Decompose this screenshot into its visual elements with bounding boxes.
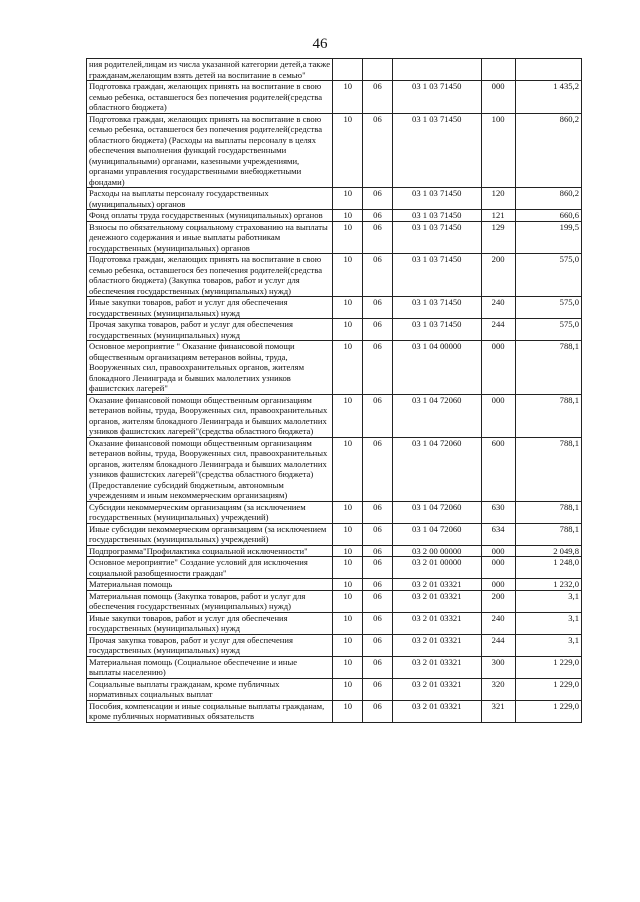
amount-cell [515,59,582,81]
target-article-cell: 03 1 03 71450 [392,113,481,188]
target-article-cell: 03 2 01 03321 [392,656,481,678]
section-code-cell: 10 [333,341,363,395]
section-code-cell: 10 [333,188,363,210]
subsection-code-cell: 06 [363,700,393,722]
expense-type-cell: 000 [481,394,515,437]
table-row [87,341,582,395]
amount-cell: 860,2 [515,188,582,210]
section-code-cell: 10 [333,579,363,591]
subsection-code-cell: 06 [363,394,393,437]
row-name-cell: Основное мероприятие " Оказание финансовой помощи общественным организациям ветеранов войны, труда, Вооруженных сил, правоохранительных органов, жителям блокадного Ленинграда и бывших малолетних узников фашистских лагерей" [87,341,333,395]
row-name-cell: Материальная помощь (Закупка товаров, работ и услуг для обеспечения государственных (муниципальных) нужд) [87,590,333,612]
target-article-cell: 03 2 01 03321 [392,612,481,634]
row-name-cell: Субсидии некоммерческим организациям (за исключением государственных (муниципальных) учреждений) [87,501,333,523]
row-name-cell: Подготовка граждан, желающих принять на воспитание в свою семью ребенка, оставшегося без попечения родителей(средства областного бюджета) (Закупка товаров, работ и услуг для обеспечения государственных (муниципальных) нужд) [87,254,333,297]
row-name-cell: Материальная помощь (Социальное обеспечение и иные выплаты населению) [87,656,333,678]
amount-cell: 575,0 [515,254,582,297]
table-row [87,221,582,254]
table-row [87,254,582,297]
target-article-cell: 03 2 01 03321 [392,579,481,591]
expense-type-cell [481,59,515,81]
subsection-code-cell: 06 [363,341,393,395]
section-code-cell: 10 [333,501,363,523]
section-code-cell: 10 [333,394,363,437]
subsection-code-cell: 06 [363,501,393,523]
expense-type-cell: 321 [481,700,515,722]
row-name-cell: Подготовка граждан, желающих принять на воспитание в свою семью ребенка, оставшегося без попечения родителей(средства областного бюджета) [87,81,333,114]
table-row [87,545,582,557]
section-code-cell: 10 [333,210,363,222]
section-code-cell [333,59,363,81]
expense-type-cell: 121 [481,210,515,222]
target-article-cell: 03 1 03 71450 [392,254,481,297]
expense-type-cell: 000 [481,545,515,557]
table-row [87,634,582,656]
target-article-cell: 03 1 03 71450 [392,81,481,114]
subsection-code-cell [363,59,393,81]
target-article-cell: 03 1 04 72060 [392,437,481,501]
amount-cell: 660,6 [515,210,582,222]
subsection-code-cell: 06 [363,254,393,297]
subsection-code-cell: 06 [363,612,393,634]
expense-type-cell: 000 [481,81,515,114]
section-code-cell: 10 [333,590,363,612]
target-article-cell: 03 1 03 71450 [392,221,481,254]
expense-type-cell: 244 [481,319,515,341]
table-row [87,656,582,678]
table-row [87,501,582,523]
row-name-cell: Материальная помощь [87,579,333,591]
subsection-code-cell: 06 [363,656,393,678]
amount-cell: 199,5 [515,221,582,254]
row-name-cell: Основное мероприятие" Создание условий для исключения социальной разобщенности граждан" [87,557,333,579]
section-code-cell: 10 [333,523,363,545]
subsection-code-cell: 06 [363,545,393,557]
section-code-cell: 10 [333,113,363,188]
amount-cell: 2 049,8 [515,545,582,557]
target-article-cell: 03 2 01 03321 [392,678,481,700]
table-row [87,579,582,591]
expense-type-cell: 000 [481,579,515,591]
row-name-cell: Подпрограмма"Профилактика социальной исключенности" [87,545,333,557]
subsection-code-cell: 06 [363,188,393,210]
amount-cell: 575,0 [515,319,582,341]
section-code-cell: 10 [333,254,363,297]
section-code-cell: 10 [333,612,363,634]
target-article-cell: 03 1 04 00000 [392,341,481,395]
table-row [87,590,582,612]
amount-cell: 788,1 [515,437,582,501]
expense-type-cell: 240 [481,612,515,634]
amount-cell: 3,1 [515,634,582,656]
subsection-code-cell: 06 [363,523,393,545]
subsection-code-cell: 06 [363,590,393,612]
section-code-cell: 10 [333,81,363,114]
subsection-code-cell: 06 [363,579,393,591]
subsection-code-cell: 06 [363,634,393,656]
amount-cell: 1 248,0 [515,557,582,579]
amount-cell: 1 229,0 [515,700,582,722]
row-name-cell: Взносы по обязательному социальному страхованию на выплаты денежного содержания и иные выплаты работникам государственных (муниципальных) органов [87,221,333,254]
subsection-code-cell: 06 [363,297,393,319]
amount-cell: 788,1 [515,341,582,395]
target-article-cell: 03 1 03 71450 [392,188,481,210]
expense-type-cell: 100 [481,113,515,188]
subsection-code-cell: 06 [363,319,393,341]
row-name-cell: Иные субсидии некоммерческим организациям (за исключением государственных (муниципальных) учреждений) [87,523,333,545]
target-article-cell: 03 1 04 72060 [392,523,481,545]
budget-table [86,58,582,723]
subsection-code-cell: 06 [363,210,393,222]
table-row [87,678,582,700]
expense-type-cell: 244 [481,634,515,656]
target-article-cell: 03 1 03 71450 [392,319,481,341]
subsection-code-cell: 06 [363,437,393,501]
target-article-cell: 03 1 03 71450 [392,297,481,319]
section-code-cell: 10 [333,557,363,579]
section-code-cell: 10 [333,634,363,656]
target-article-cell: 03 1 04 72060 [392,501,481,523]
table-row [87,81,582,114]
amount-cell: 3,1 [515,612,582,634]
table-row [87,612,582,634]
amount-cell: 575,0 [515,297,582,319]
amount-cell: 788,1 [515,394,582,437]
amount-cell: 788,1 [515,501,582,523]
target-article-cell: 03 2 01 03321 [392,590,481,612]
expense-type-cell: 320 [481,678,515,700]
target-article-cell: 03 1 04 72060 [392,394,481,437]
target-article-cell: 03 2 01 00000 [392,557,481,579]
table-row [87,297,582,319]
section-code-cell: 10 [333,319,363,341]
amount-cell: 788,1 [515,523,582,545]
table-row [87,523,582,545]
expense-type-cell: 200 [481,254,515,297]
row-name-cell: Прочая закупка товаров, работ и услуг для обеспечения государственных (муниципальных) нужд [87,319,333,341]
expense-type-cell: 630 [481,501,515,523]
expense-type-cell: 300 [481,656,515,678]
subsection-code-cell: 06 [363,221,393,254]
amount-cell: 1 232,0 [515,579,582,591]
section-code-cell: 10 [333,545,363,557]
expense-type-cell: 000 [481,557,515,579]
section-code-cell: 10 [333,678,363,700]
subsection-code-cell: 06 [363,678,393,700]
section-code-cell: 10 [333,656,363,678]
section-code-cell: 10 [333,297,363,319]
table-row [87,210,582,222]
row-name-cell: Социальные выплаты гражданам, кроме публичных нормативных социальных выплат [87,678,333,700]
row-name-cell: Оказание финансовой помощи общественным организациям ветеранов войны, труда, Вооруженных сил, правоохранительных органов, жителям блокадного Ленинграда и бывших малолетних узников фашистских лагерей"(средства областного бюджета) [87,394,333,437]
expense-type-cell: 129 [481,221,515,254]
table-row [87,319,582,341]
section-code-cell: 10 [333,437,363,501]
table-row [87,394,582,437]
row-name-cell: Пособия, компенсации и иные социальные выплаты гражданам, кроме публичных нормативных обязательств [87,700,333,722]
row-name-cell: ния родителей,лицам из числа указанной категории детей,а также гражданам,желающим взять детей на воспитание в семью" [87,59,333,81]
section-code-cell: 10 [333,700,363,722]
amount-cell: 1 229,0 [515,656,582,678]
expense-type-cell: 200 [481,590,515,612]
expense-type-cell: 634 [481,523,515,545]
target-article-cell: 03 1 03 71450 [392,210,481,222]
section-code-cell: 10 [333,221,363,254]
page-number: 46 [312,36,328,52]
expense-type-cell: 240 [481,297,515,319]
table-row [87,557,582,579]
row-name-cell: Оказание финансовой помощи общественным организациям ветеранов войны, труда, Вооруженных сил, правоохранительных органов, жителям блокадного Ленинграда и бывших малолетних узников фашистских лагерей"(средства областного бюджета) (Предоставление субсидий бюджетным, автономным учреждениям и иным некоммерческим организациям) [87,437,333,501]
table-row [87,188,582,210]
row-name-cell: Иные закупки товаров, работ и услуг для обеспечения государственных (муниципальных) нужд [87,297,333,319]
amount-cell: 860,2 [515,113,582,188]
target-article-cell: 03 2 01 03321 [392,700,481,722]
target-article-cell [392,59,481,81]
amount-cell: 1 435,2 [515,81,582,114]
target-article-cell: 03 2 01 03321 [392,634,481,656]
table-row [87,59,582,81]
row-name-cell: Подготовка граждан, желающих принять на воспитание в свою семью ребенка, оставшегося без попечения родителей(средства областного бюджета) (Расходы на выплаты персоналу в целях обеспечения выполнения функций государственными (муниципальными) органами, казенными учреждениями, органами управления государственными внебюджетными фондами) [87,113,333,188]
expense-type-cell: 600 [481,437,515,501]
expense-type-cell: 120 [481,188,515,210]
table-row [87,700,582,722]
subsection-code-cell: 06 [363,557,393,579]
expense-type-cell: 000 [481,341,515,395]
row-name-cell: Прочая закупка товаров, работ и услуг для обеспечения государственных (муниципальных) нужд [87,634,333,656]
table-row [87,113,582,188]
amount-cell: 1 229,0 [515,678,582,700]
target-article-cell: 03 2 00 00000 [392,545,481,557]
row-name-cell: Фонд оплаты труда государственных (муниципальных) органов [87,210,333,222]
row-name-cell: Иные закупки товаров, работ и услуг для обеспечения государственных (муниципальных) нужд [87,612,333,634]
subsection-code-cell: 06 [363,81,393,114]
amount-cell: 3,1 [515,590,582,612]
budget-table-body [87,59,582,723]
subsection-code-cell: 06 [363,113,393,188]
row-name-cell: Расходы на выплаты персоналу государственных (муниципальных) органов [87,188,333,210]
table-row [87,437,582,501]
